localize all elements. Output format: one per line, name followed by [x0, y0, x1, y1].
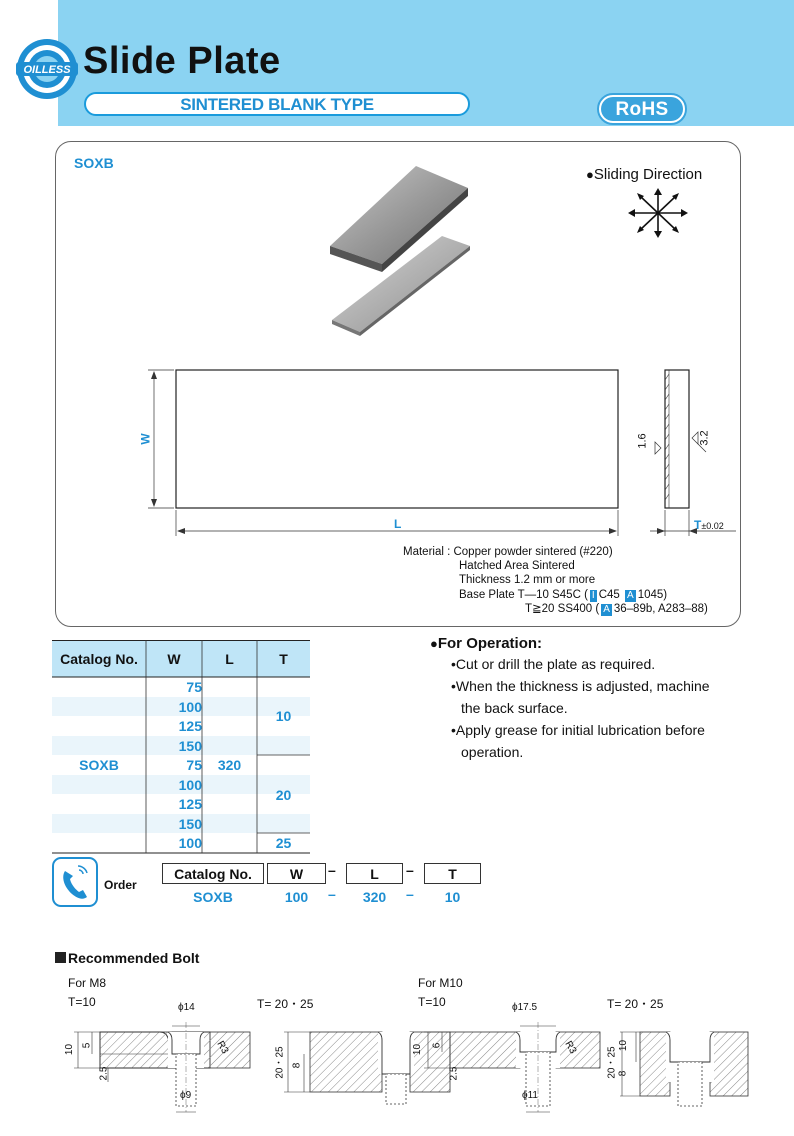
bolt-m8-h5: 8: [291, 1062, 303, 1069]
bolt-m10-t2: T= 20・25: [607, 997, 664, 1011]
table-header-l: L: [225, 651, 234, 667]
bolt-m8-t1: T=10: [68, 995, 96, 1009]
table-w-cell: 125: [178, 718, 202, 734]
dim-t: [694, 518, 724, 532]
material-line-4-mid: C45: [598, 588, 620, 601]
order-dash: –: [406, 862, 414, 878]
operation-item: •Cut or drill the plate as required.: [451, 656, 656, 672]
dim-l: L: [394, 517, 402, 531]
order-header-t: T: [424, 863, 481, 884]
bolt-m10-t1: T=10: [418, 995, 446, 1009]
order-dash: –: [328, 862, 336, 878]
bolt-drawings: [60, 1012, 750, 1122]
roughness-1: 1.6: [636, 433, 649, 449]
bolt-m10-h2: 6: [431, 1042, 443, 1049]
dim-w: W: [138, 433, 153, 445]
operation-item: •When the thickness is adjusted, machine: [451, 678, 710, 694]
operation-item-text: Cut or drill the plate as required.: [455, 656, 656, 672]
svg-text:OILLESS: OILLESS: [23, 64, 71, 76]
rohs-badge: [596, 92, 688, 126]
material-line-5-prefix: T≧20 SS400 (: [525, 602, 600, 615]
material-line-4-suffix: 1045): [637, 588, 668, 601]
bolt-title-text: Recommended Bolt: [68, 950, 200, 966]
dim-t-tol: ±0.02: [701, 521, 724, 531]
operation-title: ●For Operation:: [430, 635, 543, 652]
bolt-m10-h5: 8: [617, 1070, 629, 1077]
material-line-3: Thickness 1.2 mm or more: [459, 574, 596, 587]
operation-list: [451, 653, 710, 763]
bolt-m10-label: For M10: [418, 976, 463, 990]
operation-item-text: When the thickness is adjusted, machine: [455, 678, 710, 694]
oilless-logo: [16, 38, 78, 100]
material-line-2: Hatched Area Sintered: [459, 560, 575, 573]
table-t-cell: 20: [275, 787, 292, 803]
standard-tag-i: I: [591, 589, 595, 601]
table-w-cell: 75: [186, 757, 202, 773]
table-header-w: W: [167, 651, 181, 667]
technical-drawing: [140, 360, 740, 540]
material-line-5: [403, 602, 708, 616]
table-w-column: [146, 678, 202, 854]
bolt-m8-h3: 2.5: [98, 1066, 110, 1081]
order-value-dash: –: [328, 886, 336, 902]
operation-item-cont: the back surface.: [461, 700, 568, 716]
table-header-catalog: Catalog No.: [60, 651, 138, 667]
bolt-m8-d-top: ϕ14: [178, 1002, 195, 1013]
order-value-dash: –: [406, 886, 414, 902]
bolt-m10-h5a: 10: [618, 1039, 630, 1052]
bolt-m8-h1: 10: [64, 1043, 76, 1056]
table-w-cell: 125: [178, 796, 202, 812]
bolt-m10-h1: 10: [412, 1043, 424, 1056]
order-header-w: W: [267, 863, 326, 884]
order-header-catalog: Catalog No.: [162, 863, 264, 884]
order-header-l: L: [346, 863, 403, 884]
bolt-m8-d-bot: ϕ9: [180, 1090, 192, 1101]
operation-title-text: For Operation:: [437, 635, 543, 652]
table-t-cell: 25: [275, 835, 292, 851]
bolt-m8-t2: T= 20・25: [257, 997, 314, 1011]
page-title: Slide Plate: [83, 40, 281, 82]
operation-item: •Apply grease for initial lubrication before: [451, 722, 705, 738]
material-notes: [403, 545, 708, 616]
bolt-m10-h3: 2.5: [448, 1066, 460, 1081]
plate-photo: [320, 160, 480, 340]
table-w-cell: 100: [178, 698, 202, 715]
product-code: SOXB: [74, 155, 114, 171]
bolt-m10-h4: 20・25: [606, 1046, 618, 1079]
bolt-m10-d-bot: ϕ11: [522, 1090, 538, 1101]
order-label: Order: [104, 878, 137, 892]
dim-t-letter: T: [694, 518, 702, 532]
bolt-title-square: [55, 952, 66, 963]
table-w-cell: 75: [186, 679, 202, 695]
bolt-m8-h2: 5: [81, 1042, 93, 1049]
sliding-direction-label: ●Sliding Direction: [586, 166, 703, 183]
sliding-direction-icon: [628, 188, 688, 238]
operation-item-cont: operation.: [461, 744, 524, 760]
material-line-5-suffix: 36–89b, A283–88): [613, 602, 708, 615]
table-t-cell: 10: [275, 708, 292, 724]
table-l-value: 320: [217, 757, 242, 773]
table-w-cell: 150: [178, 737, 202, 754]
phone-icon: [52, 857, 98, 907]
bolt-m10-d-top: ϕ17.5: [512, 1002, 538, 1013]
material-line-4-prefix: Base Plate T―10 S45C (: [459, 588, 588, 601]
order-value-l: 320: [362, 889, 387, 905]
order-value-t: 10: [444, 889, 461, 905]
bolt-m8-h4: 20・25: [274, 1046, 286, 1079]
material-line-1: Material : Copper powder sintered (#220): [403, 546, 613, 558]
sliding-direction-text: Sliding Direction: [593, 166, 703, 183]
material-line-4: [403, 588, 708, 602]
bolt-m10-r: R3: [562, 1039, 579, 1056]
order-value-w: 100: [284, 889, 309, 905]
bolt-m8-label: For M8: [68, 976, 107, 990]
table-w-cell: 100: [178, 776, 202, 793]
bolt-m8-r: R3: [214, 1039, 231, 1056]
order-value-catalog: SOXB: [193, 889, 233, 905]
table-header-t: T: [279, 651, 288, 667]
table-catalog-value: SOXB: [79, 757, 119, 773]
operation-item-text: Apply grease for initial lubrication before: [455, 722, 705, 738]
roughness-2: 3.2: [698, 430, 711, 446]
standard-tag-a2: A: [603, 603, 610, 615]
standard-tag-a: A: [627, 589, 634, 601]
table-w-cell: 100: [178, 835, 202, 851]
rohs-label: RoHS: [615, 99, 669, 120]
bolt-title: [55, 950, 199, 966]
table-w-cell: 150: [178, 815, 202, 832]
subtitle: SINTERED BLANK TYPE: [180, 95, 374, 114]
